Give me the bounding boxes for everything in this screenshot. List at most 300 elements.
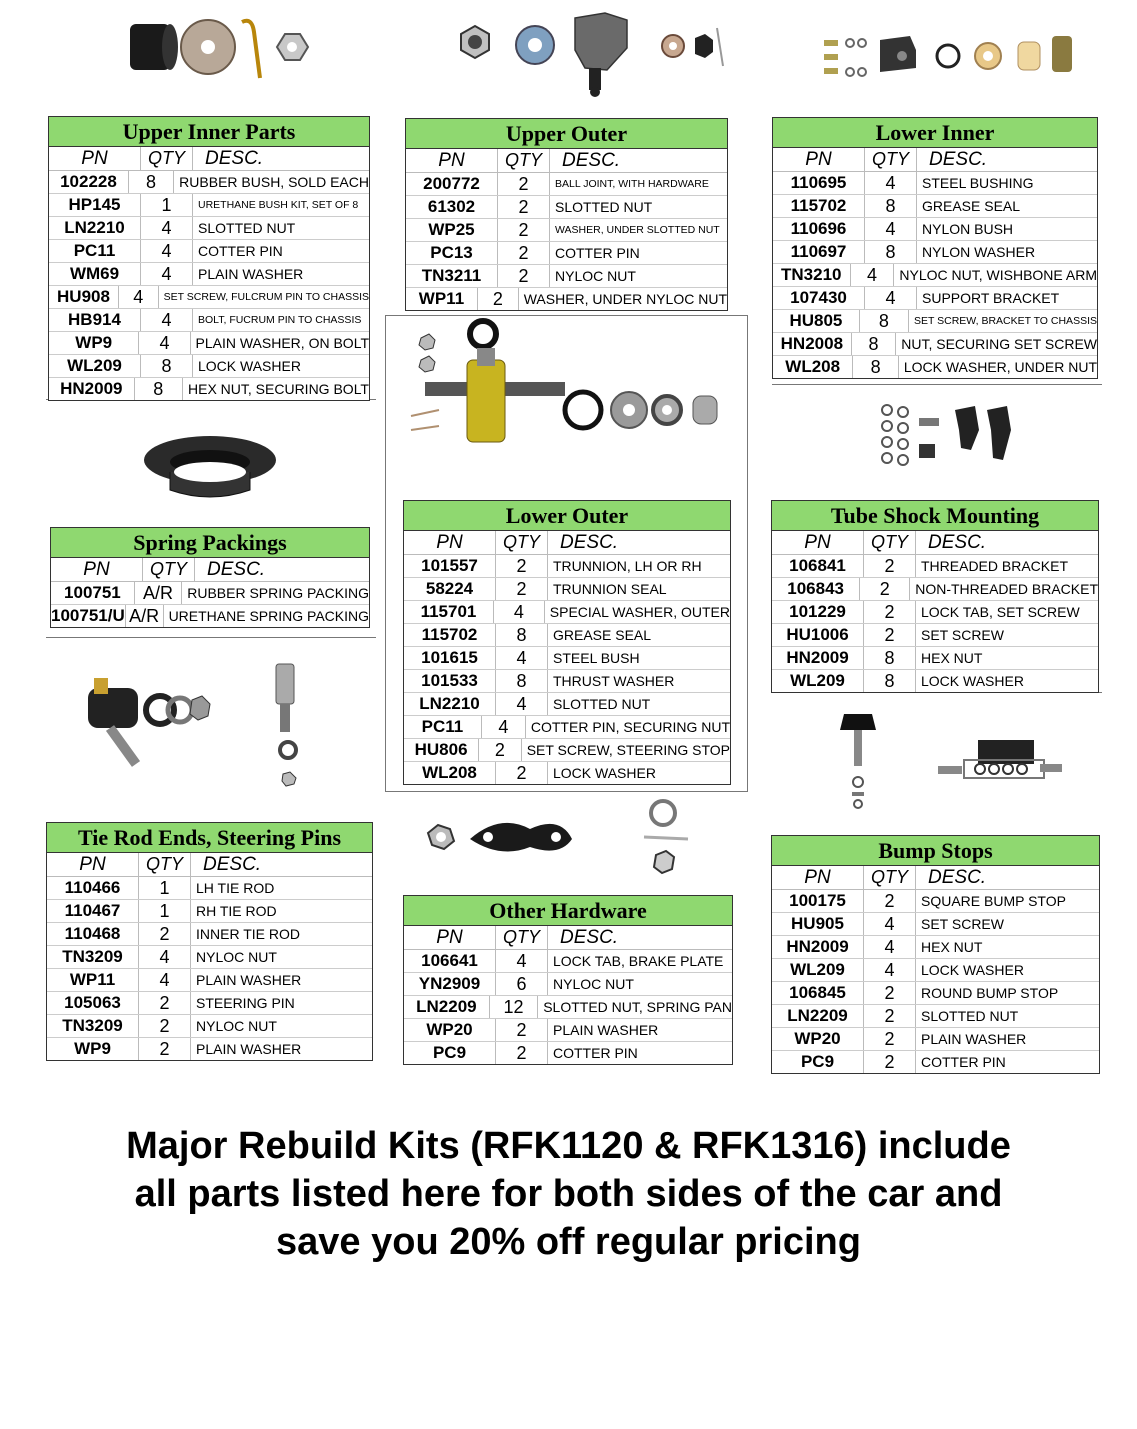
description: PLAIN WASHER, ON BOLT: [195, 335, 369, 351]
upper-inner-parts-table: [48, 116, 370, 401]
table-row: [49, 309, 369, 332]
part-number: 115702: [773, 195, 865, 217]
table-row: [49, 286, 369, 309]
description: SLOTTED NUT: [555, 199, 653, 215]
table-row: [773, 287, 1097, 310]
quantity: 2: [864, 1005, 916, 1027]
table-row: [404, 601, 730, 624]
quantity: 2: [498, 265, 550, 287]
column-header: PN: [51, 558, 143, 581]
table-row: [406, 219, 727, 242]
table-row: [51, 582, 369, 605]
part-number: YN2909: [404, 973, 496, 995]
column-header: QTY: [864, 531, 916, 554]
table-row: [404, 578, 730, 601]
description: SQUARE BUMP STOP: [921, 893, 1066, 909]
quantity: 2: [498, 196, 550, 218]
description: COTTER PIN: [198, 243, 283, 259]
column-header: QTY: [864, 866, 916, 889]
column-header: PN: [773, 148, 865, 171]
quantity: 2: [479, 739, 522, 761]
table-row: [773, 172, 1097, 195]
description: STEEL BUSH: [553, 650, 640, 666]
part-number: HU805: [773, 310, 860, 332]
description: HEX NUT: [921, 650, 983, 666]
table-row: [49, 240, 369, 263]
quantity: 2: [139, 992, 191, 1014]
description: RH TIE ROD: [196, 903, 277, 919]
quantity: 8: [852, 333, 897, 355]
part-number: WP11: [47, 969, 139, 991]
part-number: PC11: [404, 716, 482, 738]
description: COTTER PIN: [555, 245, 640, 261]
column-header: PN: [772, 531, 864, 554]
table-row: [772, 647, 1098, 670]
description: STEERING PIN: [196, 995, 295, 1011]
part-number: 115702: [404, 624, 496, 646]
table-row: [47, 969, 372, 992]
quantity: 8: [865, 195, 917, 217]
part-number: 106641: [404, 950, 496, 972]
table-row: [49, 171, 369, 194]
description: NON-THREADED BRACKET: [915, 581, 1098, 597]
table-title: Lower Outer: [404, 501, 730, 531]
quantity: 2: [864, 624, 916, 646]
quantity: 2: [864, 982, 916, 1004]
description: SET SCREW: [921, 627, 1004, 643]
divider-spring-packings: [46, 637, 376, 638]
table-title: Tube Shock Mounting: [772, 501, 1098, 531]
description: NUT, SECURING SET SCREW: [901, 336, 1097, 352]
part-number: HN2009: [772, 647, 864, 669]
quantity: 8: [141, 355, 193, 377]
part-number: 101615: [404, 647, 496, 669]
description: NYLON WASHER: [922, 244, 1036, 260]
quantity: 4: [496, 693, 548, 715]
part-number: WL209: [49, 355, 141, 377]
description: PLAIN WASHER: [196, 1041, 302, 1057]
quantity: 8: [129, 171, 174, 193]
quantity: 4: [141, 217, 193, 239]
column-header: QTY: [496, 531, 548, 554]
part-number: HB914: [49, 309, 141, 331]
quantity: 8: [860, 310, 909, 332]
part-number: 110695: [773, 172, 865, 194]
table-row: [772, 982, 1099, 1005]
part-number: HU1006: [772, 624, 864, 646]
table-row: [406, 265, 727, 288]
table-row: [49, 194, 369, 217]
column-header: PN: [406, 149, 498, 172]
table-row: [773, 264, 1097, 287]
part-number: 200772: [406, 173, 498, 195]
quantity: 2: [496, 1019, 548, 1041]
quantity: 4: [482, 716, 526, 738]
quantity: 2: [496, 578, 548, 600]
quantity: 4: [141, 263, 193, 285]
quantity: 4: [865, 287, 917, 309]
description: PLAIN WASHER: [921, 1031, 1027, 1047]
table-row: [49, 263, 369, 286]
description: LOCK WASHER: [921, 962, 1024, 978]
description: SLOTTED NUT: [553, 696, 651, 712]
part-number: PC9: [404, 1042, 496, 1064]
table-row: [47, 900, 372, 923]
column-header: PN: [772, 866, 864, 889]
table-header-row: [49, 147, 369, 171]
description: SLOTTED NUT: [198, 220, 296, 236]
description: WASHER, UNDER NYLOC NUT: [523, 291, 727, 307]
table-row: [404, 716, 730, 739]
quantity: 8: [864, 647, 916, 669]
column-header: QTY: [139, 853, 191, 876]
table-row: [772, 624, 1098, 647]
quantity: 2: [864, 1028, 916, 1050]
table-row: [404, 950, 732, 973]
table-row: [773, 356, 1097, 378]
column-header: QTY: [865, 148, 917, 171]
table-row: [772, 578, 1098, 601]
table-row: [404, 762, 730, 784]
lower-inner-table: [772, 117, 1098, 379]
part-number: TN3211: [406, 265, 498, 287]
description: COTTER PIN, SECURING NUT: [530, 719, 730, 735]
part-number: LN2210: [404, 693, 496, 715]
table-row: [772, 959, 1099, 982]
quantity: 2: [498, 219, 550, 241]
description: LOCK TAB, BRAKE PLATE: [553, 953, 724, 969]
part-number: TN3210: [773, 264, 851, 286]
column-header: QTY: [141, 147, 193, 170]
quantity: 4: [865, 172, 917, 194]
quantity: 4: [139, 946, 191, 968]
part-number: WP20: [772, 1028, 864, 1050]
quantity: 4: [141, 240, 193, 262]
part-number: 110697: [773, 241, 865, 263]
quantity: 8: [864, 670, 916, 692]
quantity: 4: [139, 969, 191, 991]
part-number: 61302: [406, 196, 498, 218]
bump-stops-table: [771, 835, 1100, 1074]
quantity: 2: [498, 173, 550, 195]
part-number: HU806: [404, 739, 479, 761]
description: THRUST WASHER: [553, 673, 675, 689]
part-number: 101533: [404, 670, 496, 692]
description: URETHANE SPRING PACKING: [168, 608, 369, 624]
description: SPECIAL WASHER, OUTER: [549, 604, 730, 620]
part-number: HP145: [49, 194, 141, 216]
table-title: Tie Rod Ends, Steering Pins: [47, 823, 372, 853]
table-row: [406, 173, 727, 196]
quantity: 4: [119, 286, 159, 308]
part-number: PC13: [406, 242, 498, 264]
part-number: WL209: [772, 959, 864, 981]
description: RUBBER SPRING PACKING: [187, 585, 369, 601]
part-number: 105063: [47, 992, 139, 1014]
table-header-row: [47, 853, 372, 877]
description: GREASE SEAL: [553, 627, 652, 643]
lower-inner-parts-photo: [820, 28, 1080, 86]
table-header-row: [404, 531, 730, 555]
quantity: 1: [141, 194, 193, 216]
description: COTTER PIN: [921, 1054, 1006, 1070]
description: BOLT, FUCRUM PIN TO CHASSIS: [198, 314, 362, 326]
description: SLOTTED NUT: [921, 1008, 1019, 1024]
description: NYLOC NUT: [196, 949, 277, 965]
part-number: 110467: [47, 900, 139, 922]
quantity: 2: [864, 1051, 916, 1073]
table-row: [773, 310, 1097, 333]
part-number: WL208: [773, 356, 853, 378]
table-row: [404, 1019, 732, 1042]
tie-rod-parts-photo: [80, 660, 310, 790]
table-row: [47, 946, 372, 969]
table-row: [47, 877, 372, 900]
description: NYLOC NUT: [553, 976, 634, 992]
column-header: DESC.: [928, 532, 987, 553]
part-number: 106845: [772, 982, 864, 1004]
description: PLAIN WASHER: [198, 266, 304, 282]
part-number: 101557: [404, 555, 496, 577]
description: PLAIN WASHER: [196, 972, 302, 988]
table-title: Upper Inner Parts: [49, 117, 369, 147]
table-row: [772, 601, 1098, 624]
description: NYLON BUSH: [922, 221, 1014, 237]
description: RUBBER BUSH, SOLD EACH: [179, 174, 369, 190]
description: SET SCREW, BRACKET TO CHASSIS: [913, 315, 1097, 327]
column-header: DESC.: [205, 148, 264, 169]
description: NYLOC NUT: [196, 1018, 277, 1034]
table-row: [772, 1051, 1099, 1073]
quantity: 2: [860, 578, 910, 600]
quantity: 2: [496, 555, 548, 577]
quantity: 2: [139, 1038, 191, 1060]
part-number: 115701: [404, 601, 494, 623]
table-row: [406, 288, 727, 310]
quantity: 4: [864, 936, 916, 958]
description: HEX NUT, SECURING BOLT: [188, 381, 369, 397]
part-number: TN3209: [47, 946, 139, 968]
description: GREASE SEAL: [922, 198, 1021, 214]
part-number: LN2210: [49, 217, 141, 239]
column-header: DESC.: [560, 927, 619, 948]
quantity: 6: [496, 973, 548, 995]
table-row: [404, 693, 730, 716]
quantity: A/R: [135, 582, 182, 604]
table-row: [404, 647, 730, 670]
part-number: HN2008: [773, 333, 852, 355]
table-row: [772, 670, 1098, 692]
quantity: 4: [864, 913, 916, 935]
table-row: [406, 196, 727, 219]
part-number: WL208: [404, 762, 496, 784]
description: SLOTTED NUT, SPRING PAN: [543, 999, 732, 1015]
column-header: QTY: [498, 149, 550, 172]
quantity: 1: [139, 877, 191, 899]
quantity: 4: [496, 647, 548, 669]
quantity: 8: [135, 378, 183, 400]
description: NYLOC NUT, WISHBONE ARM: [899, 267, 1097, 283]
quantity: 2: [864, 890, 916, 912]
rebuild-kits-note: [40, 1122, 1097, 1266]
table-row: [49, 332, 369, 355]
description: INNER TIE ROD: [196, 926, 300, 942]
table-header-row: [773, 148, 1097, 172]
part-number: WP9: [47, 1038, 139, 1060]
description: LOCK WASHER: [921, 673, 1024, 689]
quantity: 2: [496, 762, 548, 784]
table-title: Other Hardware: [404, 896, 732, 926]
description: HEX NUT: [921, 939, 983, 955]
description: TRUNNION SEAL: [553, 581, 667, 597]
part-number: 100751: [51, 582, 135, 604]
part-number: 110466: [47, 877, 139, 899]
quantity: 2: [864, 601, 916, 623]
table-row: [49, 217, 369, 240]
column-header: QTY: [143, 558, 195, 581]
lower-outer-parts-photo: [405, 318, 725, 458]
table-row: [772, 913, 1099, 936]
table-title: Lower Inner: [773, 118, 1097, 148]
upper-outer-table: [405, 118, 728, 311]
quantity: 4: [494, 601, 545, 623]
description: SET SCREW, STEERING STOP: [526, 742, 730, 758]
description: URETHANE BUSH KIT, SET OF 8: [198, 199, 359, 211]
quantity: 4: [496, 950, 548, 972]
table-row: [49, 378, 369, 400]
part-number: 106843: [772, 578, 860, 600]
description: COTTER PIN: [553, 1045, 638, 1061]
part-number: PC11: [49, 240, 141, 262]
quantity: 2: [496, 1042, 548, 1064]
table-header-row: [406, 149, 727, 173]
part-number: LN2209: [404, 996, 490, 1018]
part-number: WP20: [404, 1019, 496, 1041]
table-row: [47, 1038, 372, 1060]
part-number: LN2209: [772, 1005, 864, 1027]
upper-outer-parts-photo: [455, 8, 725, 98]
column-header: PN: [49, 147, 141, 170]
table-row: [404, 996, 732, 1019]
part-number: HU905: [772, 913, 864, 935]
description: NYLOC NUT: [555, 268, 636, 284]
column-header: DESC.: [560, 532, 619, 553]
table-row: [49, 355, 369, 378]
upper-inner-parts-photo: [120, 12, 320, 82]
quantity: 8: [496, 624, 548, 646]
footer-line-3: save you 20% off regular pricing: [276, 1221, 861, 1263]
column-header: PN: [404, 926, 496, 949]
quantity: 2: [478, 288, 519, 310]
table-row: [772, 890, 1099, 913]
table-row: [404, 973, 732, 996]
description: LOCK TAB, SET SCREW: [921, 604, 1080, 620]
description: SET SCREW: [921, 916, 1004, 932]
table-row: [47, 923, 372, 946]
table-row: [47, 1015, 372, 1038]
part-number: WP25: [406, 219, 498, 241]
part-number: 110468: [47, 923, 139, 945]
table-row: [404, 624, 730, 647]
part-number: 106841: [772, 555, 864, 577]
column-header: QTY: [496, 926, 548, 949]
quantity: 4: [139, 332, 190, 354]
table-title: Spring Packings: [51, 528, 369, 558]
tie-rod-ends-table: [46, 822, 373, 1061]
table-title: Upper Outer: [406, 119, 727, 149]
description: THREADED BRACKET: [921, 558, 1069, 574]
other-hardware-photo: [420, 795, 710, 890]
tube-shock-mounting-table: [771, 500, 1099, 693]
part-number: 107430: [773, 287, 865, 309]
description: TRUNNION, LH OR RH: [553, 558, 702, 574]
part-number: WP9: [49, 332, 139, 354]
part-number: 100751/U: [51, 606, 125, 625]
column-header: DESC.: [207, 559, 266, 580]
part-number: HU908: [49, 286, 119, 308]
quantity: 4: [141, 309, 193, 331]
table-row: [772, 936, 1099, 959]
quantity: 2: [139, 923, 191, 945]
description: LOCK WASHER, UNDER NUT: [903, 359, 1097, 375]
quantity: 8: [865, 241, 917, 263]
column-header: PN: [404, 531, 496, 554]
table-row: [772, 555, 1098, 578]
table-header-row: [51, 558, 369, 582]
column-header: DESC.: [203, 854, 262, 875]
part-number: TN3209: [47, 1015, 139, 1037]
part-number: WM69: [49, 263, 141, 285]
quantity: 8: [853, 356, 898, 378]
lower-inner-hardware-photo: [875, 400, 1045, 470]
part-number: HN2009: [772, 936, 864, 958]
column-header: DESC.: [929, 149, 988, 170]
description: SET SCREW, FULCRUM PIN TO CHASSIS: [163, 291, 369, 303]
part-number: 102228: [49, 171, 129, 193]
description: LOCK WASHER: [553, 765, 656, 781]
table-row: [772, 1028, 1099, 1051]
quantity: 12: [490, 996, 538, 1018]
part-number: PC9: [772, 1051, 864, 1073]
quantity: 4: [865, 218, 917, 240]
description: STEEL BUSHING: [922, 175, 1034, 191]
table-row: [772, 1005, 1099, 1028]
divider-lower-inner: [772, 384, 1102, 385]
bump-stop-parts-photo: [830, 700, 1070, 820]
table-row: [404, 1042, 732, 1064]
table-header-row: [772, 531, 1098, 555]
quantity: 8: [496, 670, 548, 692]
description: SUPPORT BRACKET: [922, 290, 1060, 306]
footer-line-2: all parts listed here for both sides of the car and: [134, 1173, 1003, 1215]
part-number: WL209: [772, 670, 864, 692]
description: PLAIN WASHER: [553, 1022, 659, 1038]
lower-outer-table: [403, 500, 731, 785]
part-number: 101229: [772, 601, 864, 623]
part-number: 100175: [772, 890, 864, 912]
quantity: 2: [139, 1015, 191, 1037]
quantity: 4: [851, 264, 895, 286]
other-hardware-table: [403, 895, 733, 1065]
table-row: [404, 555, 730, 578]
table-row: [47, 992, 372, 1015]
part-number: 110696: [773, 218, 865, 240]
quantity: 1: [139, 900, 191, 922]
footer-line-1: Major Rebuild Kits (RFK1120 & RFK1316) include: [126, 1125, 1011, 1167]
description: LH TIE ROD: [196, 880, 275, 896]
description: BALL JOINT, WITH HARDWARE: [555, 178, 709, 190]
table-header-row: [772, 866, 1099, 890]
